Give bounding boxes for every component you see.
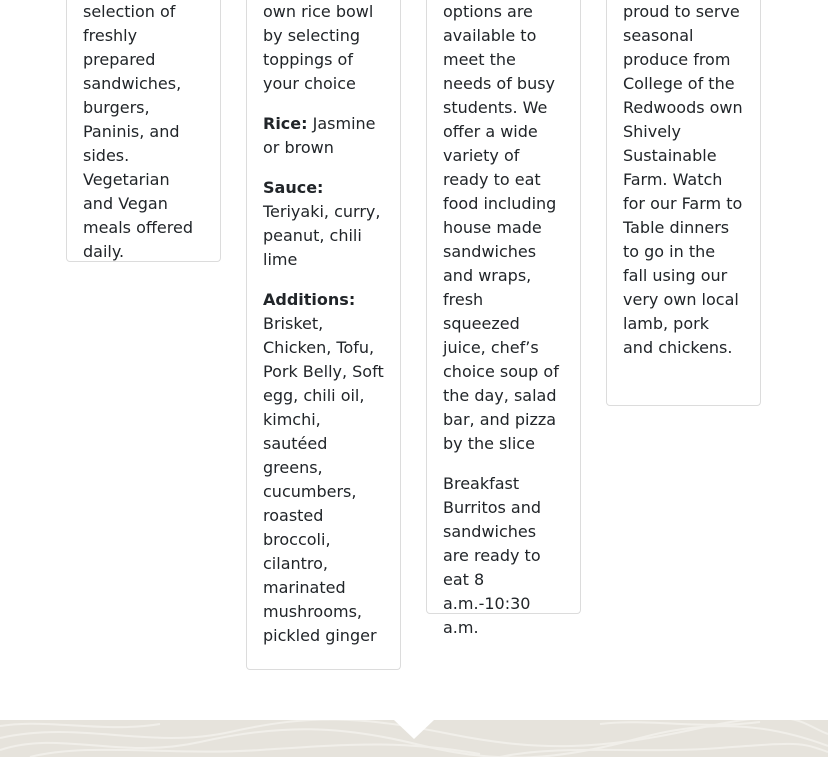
menu-card-grill: [66, 0, 221, 262]
menu-card-farm-to-table: [606, 0, 761, 406]
card-description: options are available to meet the needs of busy students. We offer a wide variety of ready to eat food including house made sandwiches and wraps, fresh squeezed juice, chef’s choice soup of the day, salad bar, and pizza by the slice: [443, 2, 559, 453]
rice-label: Rice:: [263, 114, 308, 133]
menu-card-rice-bowl: [246, 0, 401, 670]
sauce-option: [263, 176, 384, 272]
sauce-label: Sauce:: [263, 178, 324, 197]
additions-value: Brisket, Chicken, Tofu, Pork Belly, Soft egg, chili oil, kimchi, sautéed greens, cucumbers, roasted broccoli, cilantro, marinated mushrooms, pickled ginger: [263, 314, 384, 645]
menu-card-grab-n-go: [426, 0, 581, 637]
card-description: proud to serve seasonal produce from College of the Redwoods own Shively Sustainable Farm. Watch for our Farm to Table dinners to go in the fall using our very own local lamb, pork and chickens.: [623, 2, 743, 357]
sauce-value: Teriyaki, curry, peanut, chili lime: [263, 202, 381, 269]
card-description: selection of freshly prepared sandwiches, burgers, Paninis, and sides. Vegetarian and Vegan meals offered daily.: [83, 2, 193, 261]
rice-option: [263, 112, 384, 160]
card-intro: own rice bowl by selecting toppings of your choice: [263, 2, 374, 93]
additions-option: [263, 288, 384, 648]
section-divider-notch: [394, 720, 434, 739]
rice-value: Jasmine or brown: [263, 114, 376, 157]
additions-label: Additions:: [263, 290, 356, 309]
breakfast-hours: Breakfast Burritos and sandwiches are ready to eat 8 a.m.-10:30 a.m.: [443, 474, 542, 637]
